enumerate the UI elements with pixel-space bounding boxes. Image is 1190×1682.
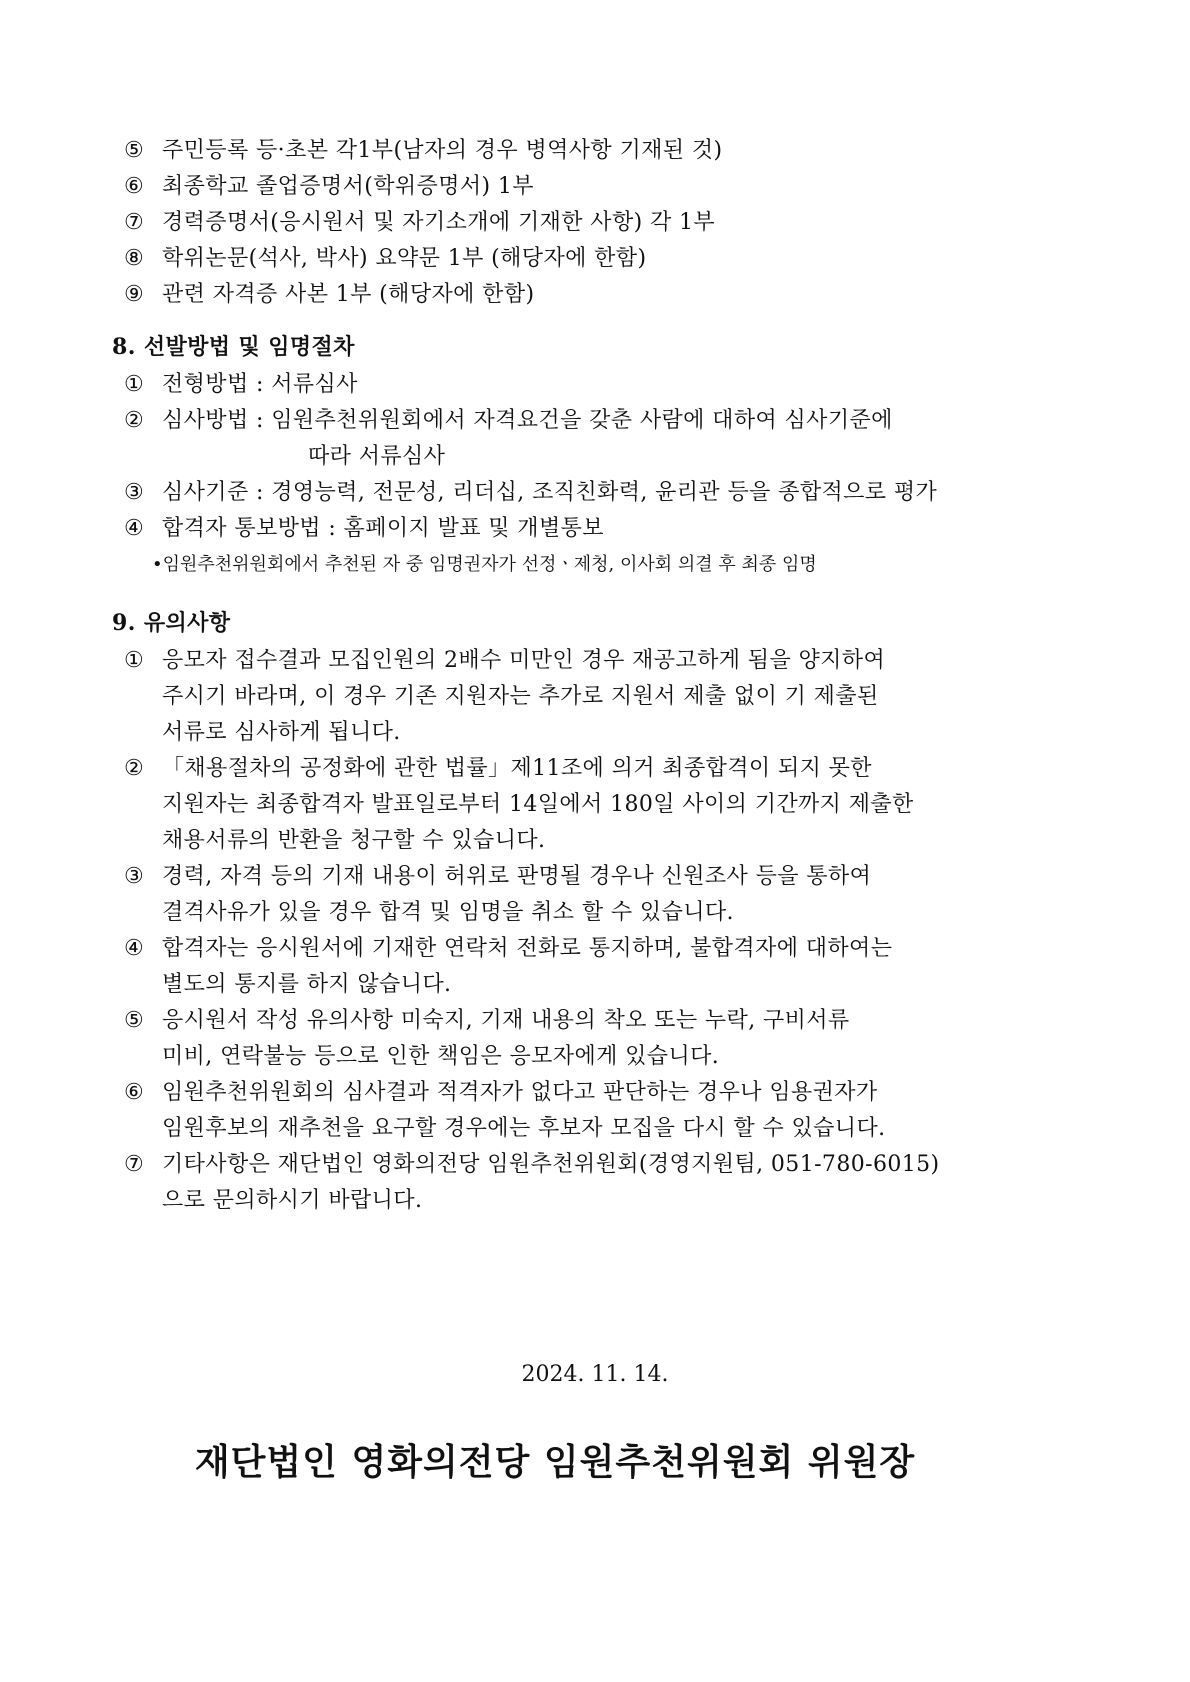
section-9-item-6-cont: 임원후보의 재추천을 요구할 경우에는 후보자 모집을 다시 할 수 있습니다. xyxy=(162,1116,886,1141)
item-number: ② xyxy=(124,408,145,433)
section-9-item-2 xyxy=(124,754,872,784)
section-9-title: 9. 유의사항 xyxy=(112,610,231,636)
section-9-item-1 xyxy=(124,646,885,676)
item-number: ① xyxy=(124,372,145,397)
doc-item-number: ⑤ xyxy=(124,138,145,163)
item-text: 「채용절차의 공정화에 관한 법률」제11조에 의거 최종합격이 되지 못한 xyxy=(162,756,872,781)
section-9-item-2-cont: 지원자는 최종합격자 발표일로부터 14일에서 180일 사이의 기간까지 제출한 xyxy=(162,792,914,817)
section-9-item-6 xyxy=(124,1078,878,1108)
doc-item-9 xyxy=(124,280,534,310)
doc-item-text: 최종학교 졸업증명서(학위증명서) 1부 xyxy=(162,174,534,199)
section-9-item-1-cont: 주시기 바라며, 이 경우 기존 지원자는 추가로 지원서 제출 없이 기 제출된 xyxy=(162,684,879,709)
doc-item-text: 주민등록 등·초본 각1부(남자의 경우 병역사항 기재된 것) xyxy=(162,138,723,163)
doc-item-number: ⑦ xyxy=(124,210,145,235)
section-8-item-4 xyxy=(124,514,604,544)
item-number: ⑥ xyxy=(124,1080,145,1105)
doc-item-7 xyxy=(124,208,715,238)
section-9-item-7 xyxy=(124,1150,940,1180)
item-text: 임원추천위원회의 심사결과 적격자가 없다고 판단하는 경우나 임용권자가 xyxy=(162,1080,878,1105)
doc-item-text: 경력증명서(응시원서 및 자기소개에 기재한 사항) 각 1부 xyxy=(162,210,716,235)
section-8-item-2-cont: 따라 서류심사 xyxy=(308,444,446,469)
item-number: ④ xyxy=(124,936,145,961)
item-text: 응시원서 작성 유의사항 미숙지, 기재 내용의 착오 또는 누락, 구비서류 xyxy=(162,1008,850,1033)
item-text: 응모자 접수결과 모집인원의 2배수 미만인 경우 재공고하게 됨을 양지하여 xyxy=(162,648,886,673)
item-number: ④ xyxy=(124,516,145,541)
doc-item-number: ⑧ xyxy=(124,246,145,271)
doc-item-number: ⑨ xyxy=(124,282,145,307)
section-8-item-3 xyxy=(124,478,937,508)
item-text: 경력, 자격 등의 기재 내용이 허위로 판명될 경우나 신원조사 등을 통하여 xyxy=(162,864,872,889)
section-9-item-3-cont: 결격사유가 있을 경우 합격 및 임명을 취소 할 수 있습니다. xyxy=(162,900,734,925)
section-9-item-7-cont: 으로 문의하시기 바랍니다. xyxy=(162,1188,423,1213)
signature-line: 재단법인 영화의전당 임원추천위원회 위원장 xyxy=(194,1441,916,1483)
section-8-title: 8. 선발방법 및 임명절차 xyxy=(112,334,355,360)
item-text: 심사기준 : 경영능력, 전문성, 리더십, 조직친화력, 윤리관 등을 종합적으로 평가 xyxy=(162,480,938,505)
item-number: ③ xyxy=(124,480,145,505)
section-9-item-3 xyxy=(124,862,871,892)
section-9-item-1-cont: 서류로 심사하게 됩니다. xyxy=(162,720,401,745)
doc-item-text: 관련 자격증 사본 1부 (해당자에 한함) xyxy=(162,282,535,307)
item-text: 합격자 통보방법 : 홈페이지 발표 및 개별통보 xyxy=(162,516,604,541)
section-8-note: •임원추천위원회에서 추천된 자 중 임명권자가 선정ㆍ제청, 이사회 의결 후 최종 임명 xyxy=(152,554,817,575)
item-number: ⑤ xyxy=(124,1008,145,1033)
section-9-item-5-cont: 미비, 연락불능 등으로 인한 책임은 응모자에게 있습니다. xyxy=(162,1044,720,1069)
section-9-item-4 xyxy=(124,934,892,964)
doc-item-5 xyxy=(124,136,722,166)
document-date: 2024. 11. 14. xyxy=(521,1362,669,1387)
section-8-item-1 xyxy=(124,370,358,400)
section-9-item-2-cont: 채용서류의 반환을 청구할 수 있습니다. xyxy=(162,828,546,853)
item-number: ① xyxy=(124,648,145,673)
doc-item-6 xyxy=(124,172,534,202)
item-text: 심사방법 : 임원추천위원회에서 자격요건을 갖춘 사람에 대하여 심사기준에 xyxy=(162,408,893,433)
doc-item-text: 학위논문(석사, 박사) 요약문 1부 (해당자에 한함) xyxy=(162,246,647,271)
doc-item-8 xyxy=(124,244,646,274)
section-9-item-5 xyxy=(124,1006,850,1036)
item-number: ② xyxy=(124,756,145,781)
item-number: ⑦ xyxy=(124,1152,145,1177)
section-8-item-2 xyxy=(124,406,893,436)
item-number: ③ xyxy=(124,864,145,889)
section-9-item-4-cont: 별도의 통지를 하지 않습니다. xyxy=(162,972,452,997)
item-text: 기타사항은 재단법인 영화의전당 임원추천위원회(경영지원팀, 051-780-6015) xyxy=(162,1152,940,1177)
item-text: 전형방법 : 서류심사 xyxy=(162,372,358,397)
item-text: 합격자는 응시원서에 기재한 연락처 전화로 통지하며, 불합격자에 대하여는 xyxy=(162,936,893,961)
doc-item-number: ⑥ xyxy=(124,174,145,199)
